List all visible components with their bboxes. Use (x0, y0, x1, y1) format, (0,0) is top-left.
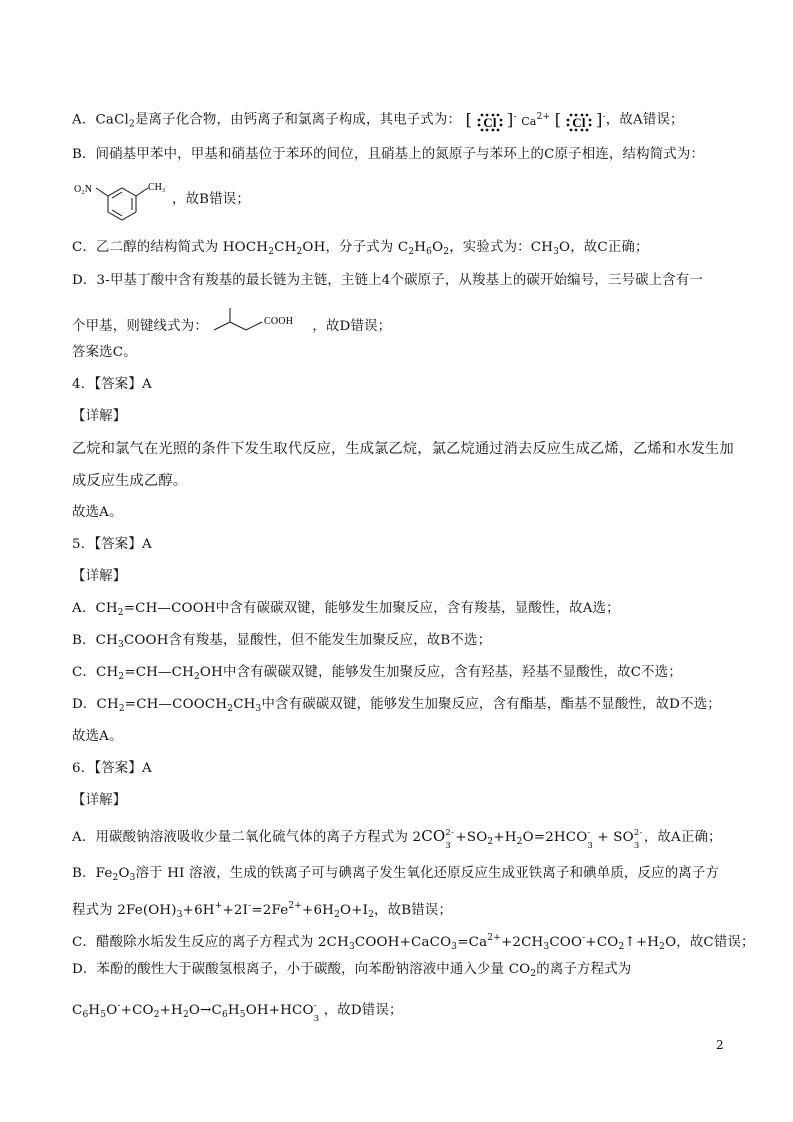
q6-heading: 6．【答案】A (72, 761, 152, 776)
q6-option-a: A．用碳酸钠溶液吸收少量二氧化硫气体的离子方程式为 2CO 2- 3 $+SO_2+H_2O=2HCO$ - 3 + SO 2- 3 ，故A正确； (72, 827, 722, 851)
q5-heading: 5．【答案】A (72, 537, 152, 552)
q5-option-a: A．$CH_2=CH—COOH$中含有碳碳双键，能够发生加聚反应，含有羧基，显酸性，故A选； (72, 601, 620, 618)
q4-text-line1: 乙烷和氯气在光照的条件下发生取代反应，生成氯乙烷，氯乙烷通过消去反应生成乙烯，乙烯和水发生加 (72, 441, 734, 457)
q5-detail-label: 【详解】 (72, 569, 127, 584)
page-number: 2 (716, 1038, 724, 1052)
q4-text-line2: 成反应生成乙醇。 (72, 473, 188, 489)
q3-option-a: A．CaCl$_2$是离子化合物，由钙离子和氯离子构成，其电子式为： [ Cl ]- $Ca^{2+}$ [ Cl ]-，故A错误； (72, 107, 684, 134)
3-methylbutanoic-acid-skeletal (212, 306, 312, 336)
q4-conclusion: 故选A。 (72, 505, 123, 520)
svg-text:Cl: Cl (482, 114, 497, 130)
svg-text:O₂N: O₂N (74, 184, 92, 195)
m-nitrotoluene-structure (72, 172, 182, 224)
cacl2-electron-formula: [ Cl ]- $Ca^{2+}$ [ Cl ]- (466, 107, 606, 133)
q5-option-b: B．$CH_3COOH$含有羧基，显酸性，但不能发生加聚反应，故B不选； (72, 633, 492, 650)
q4-detail-label: 【详解】 (72, 409, 127, 424)
svg-text:CH₃: CH₃ (148, 182, 166, 193)
svg-text:COOH: COOH (264, 316, 294, 327)
q5-option-d: D．$CH_2=CH—COOCH_2CH_3$中含有碳碳双键，能够发生加聚反应，含有酯基，酯基不显酸性，故D不选； (72, 697, 721, 714)
q5-conclusion: 故选A。 (72, 729, 123, 744)
q6-option-b-line2: 程式为 $2Fe(OH)_3+6H^++2I^-=2Fe^{2+}+6H_2O+I_2$，故B错误； (72, 901, 453, 920)
q6-detail-label: 【详解】 (72, 793, 127, 808)
q4-heading: 4．【答案】A (72, 377, 152, 392)
q3-option-c: C．乙二醇的结构简式为 $HOCH_2CH_2OH$，分子式为 $C_2H_6O_2$，实验式为：$CH_3O$，故C正确； (72, 240, 649, 257)
q3-answer: 答案选C。 (72, 345, 137, 360)
q6-option-d-line2: $C_6H_5O^-+CO_2+H_2O\to C_6H_5OH+HCO$ - 3 ，故D错误； (72, 1001, 403, 1024)
cl-electron-dots (566, 111, 592, 133)
q3-option-d-line2: 个甲基，则键线式为： COOH ，故D错误； (72, 306, 391, 337)
q5-option-c: C．$CH_2=CH—CH_2OH$中含有碳碳双键，能够发生加聚反应，含有羟基，羟基不显酸性，故C不选； (72, 665, 682, 682)
q3-option-d-line1: D．3-甲基丁酸中含有羧基的最长链为主链，主链上4个碳原子，从羧基上的碳开始编号，三号碳上含有一 (72, 273, 704, 288)
svg-text:Cl: Cl (571, 114, 586, 130)
q6-option-c: C．醋酸除水垢发生反应的离子方程式为 $2CH_3COOH+CaCO_3=Ca^{2+}+2CH_3COO^-+CO_2↑+H_2O$，故C错误； (72, 933, 755, 952)
cl-electron-dots (477, 111, 503, 133)
q6-option-b-line1: B．$Fe_2O_3$溶于 HI 溶液，生成的铁离子可与碘离子发生氧化还原反应生成亚铁离子和碘单质，反应的离子方 (72, 866, 720, 883)
q3-option-b-line2: ，故B错误； (172, 192, 250, 207)
q6-option-d-line1: D．苯酚的酸性大于碳酸氢根离子，小于碳酸，向苯酚钠溶液中通入少量 $CO_2$的离子方程式为 (72, 962, 632, 979)
q3-option-b-line1: B．间硝基甲苯中，甲基和硝基位于苯环的间位，且硝基上的氮原子与苯环上的C原子相连，结构简式为： (72, 147, 705, 162)
